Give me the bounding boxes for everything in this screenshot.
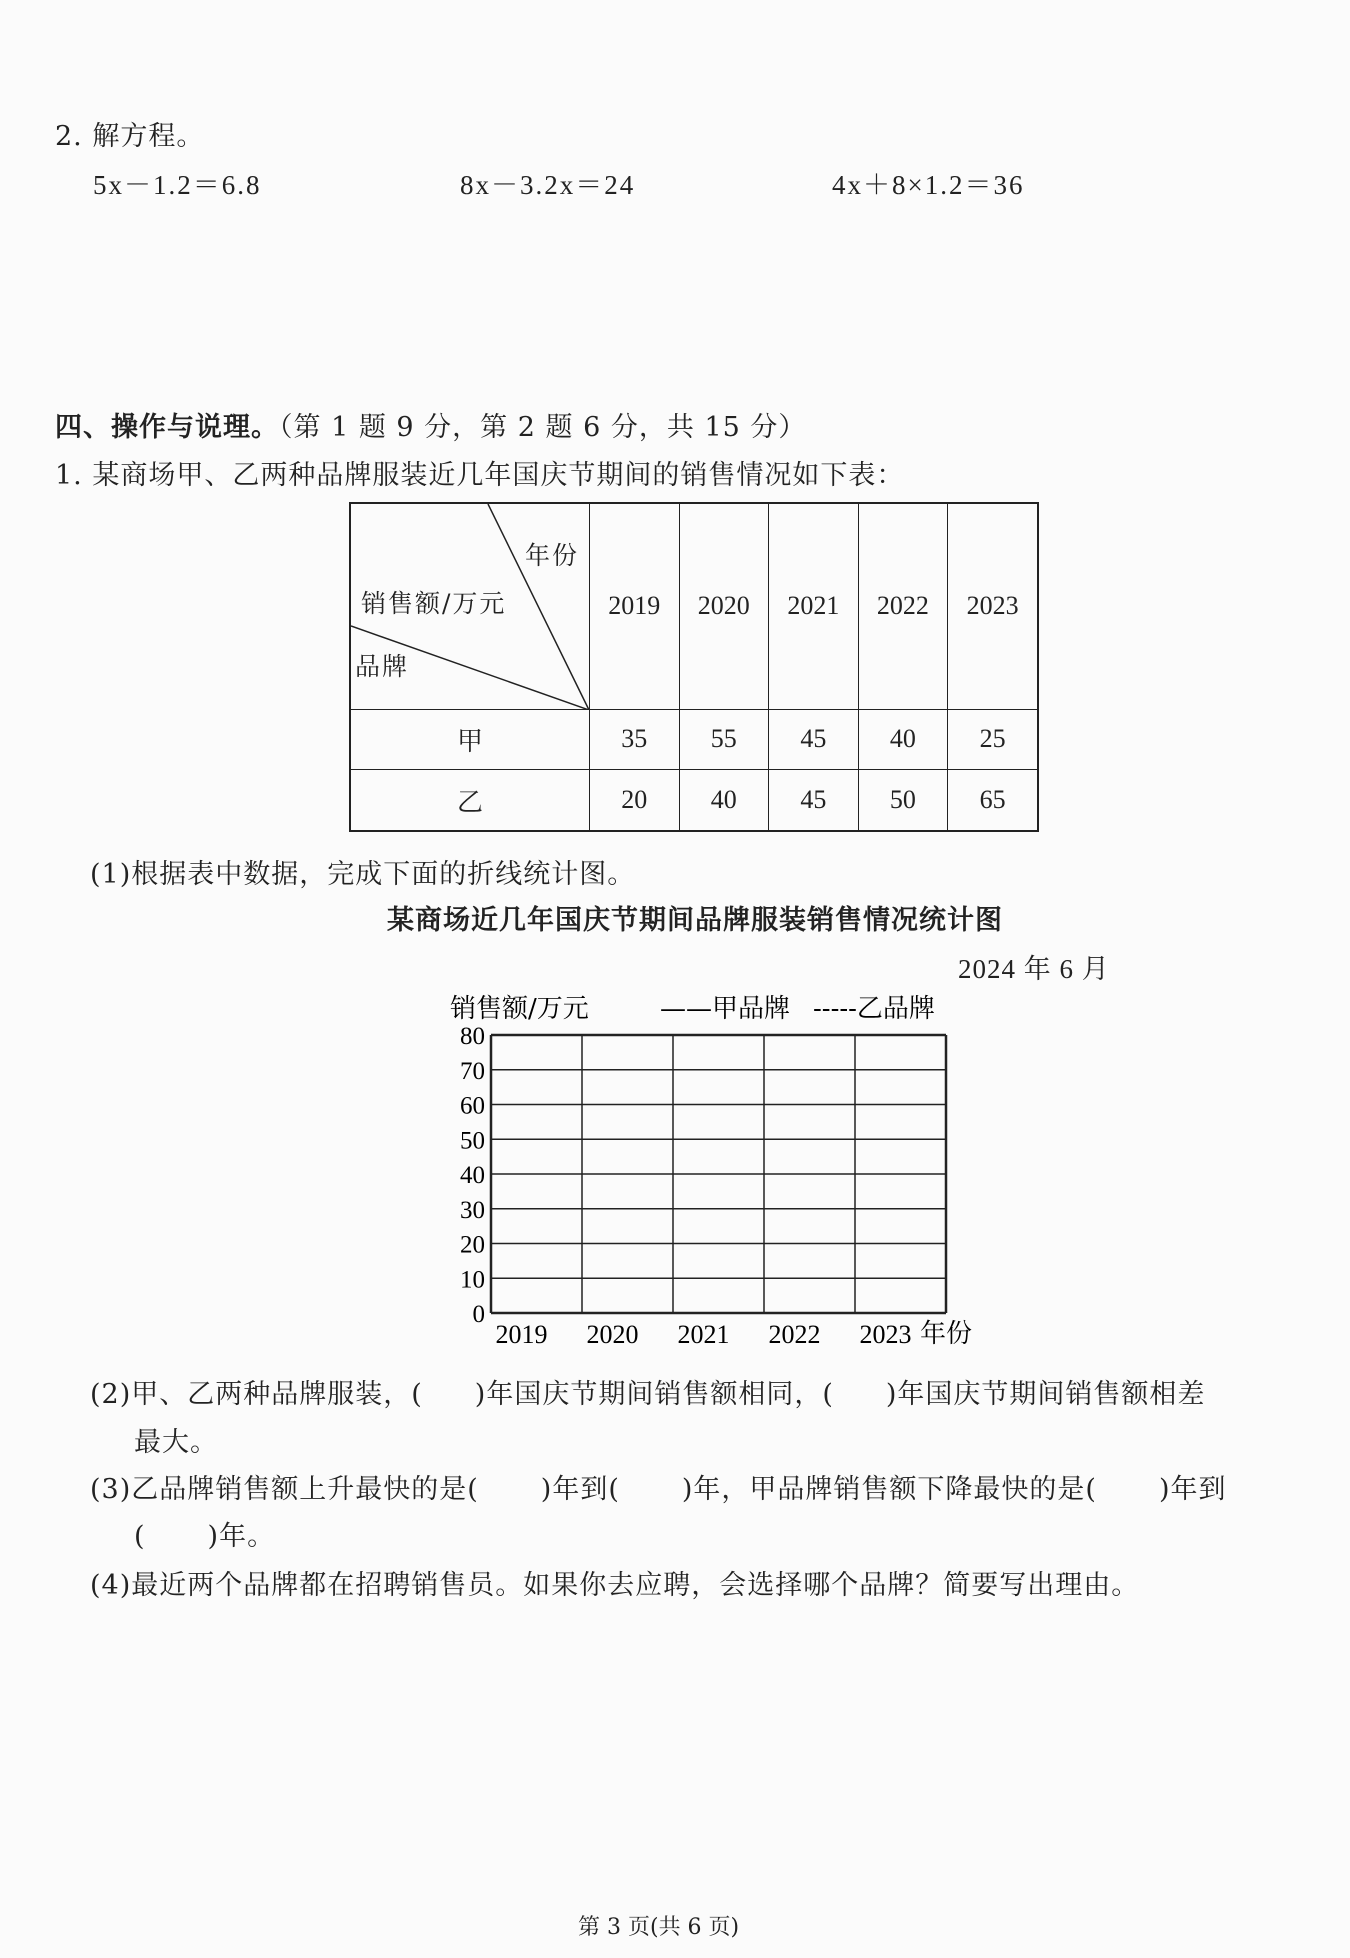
year-header: 2019 — [590, 503, 680, 709]
value-cell: 25 — [948, 709, 1038, 770]
value-cell: 35 — [590, 709, 680, 770]
y-tick-label: 50 — [460, 1127, 485, 1155]
corner-label-brand: 品牌 — [355, 652, 410, 681]
section-heading-title: 四、操作与说理。 — [55, 412, 279, 443]
equation-3: 4x＋8×1.2＝36 — [832, 170, 1025, 200]
section-points: （第 1 题 9 分，第 2 题 6 分，共 15 分） — [279, 412, 807, 443]
question-1-part-1: (1)根据表中数据，完成下面的折线统计图。 — [90, 859, 636, 890]
page-number: 第 3 页(共 6 页) — [578, 1915, 740, 1940]
year-header: 2021 — [769, 503, 859, 709]
x-tick-label: 2021 — [677, 1320, 730, 1349]
y-tick-label: 10 — [460, 1266, 485, 1294]
equations-title: 2. 解方程。 — [55, 121, 205, 152]
value-cell: 65 — [948, 770, 1038, 831]
x-tick-label: 2022 — [768, 1320, 821, 1349]
x-tick-label: 2019 — [495, 1320, 548, 1349]
y-tick-label: 80 — [460, 1023, 485, 1050]
brand-cell: 乙 — [350, 770, 590, 831]
chart-ylabel: 销售额/万元 — [450, 994, 589, 1024]
value-cell: 55 — [679, 709, 769, 770]
part-3-text-d: )年到 — [1158, 1474, 1227, 1505]
question-1-part-4: (4)最近两个品牌都在招聘销售员。如果你去应聘，会选择哪个品牌？简要写出理由。 — [90, 1570, 1140, 1601]
value-cell: 50 — [858, 770, 948, 831]
part-3-text-e: ( — [134, 1521, 146, 1552]
table-row — [350, 770, 1038, 831]
table-header-row — [350, 503, 1038, 709]
x-tick-label: 2023 — [859, 1320, 912, 1349]
value-cell: 45 — [769, 709, 859, 770]
x-tick-label: 2020 — [586, 1320, 639, 1349]
y-tick-label: 40 — [460, 1162, 485, 1189]
part-2-text-a: (2)甲、乙两种品牌服装，( — [90, 1379, 423, 1410]
year-header: 2020 — [679, 503, 769, 709]
equation-2: 8x－3.2x＝24 — [460, 170, 636, 200]
chart-title: 某商场近几年国庆节期间品牌服装销售情况统计图 — [387, 905, 1003, 936]
y-tick-label: 60 — [460, 1092, 485, 1120]
year-header: 2023 — [948, 503, 1038, 709]
y-tick-label: 0 — [472, 1301, 485, 1328]
legend-jia: ——甲品牌 — [660, 994, 791, 1024]
value-cell: 45 — [769, 770, 859, 831]
value-cell: 20 — [590, 770, 680, 831]
sales-table — [349, 502, 1039, 832]
part-3-text-f: )年。 — [207, 1521, 276, 1552]
question-1-intro: 1. 某商场甲、乙两种品牌服装近几年国庆节期间的销售情况如下表： — [55, 460, 905, 491]
y-tick-label: 30 — [460, 1196, 485, 1224]
question-1-part-2-cont: 最大。 — [134, 1427, 218, 1458]
value-cell: 40 — [679, 770, 769, 831]
question-1-part-3-cont — [134, 1514, 275, 1553]
part-2-text-c: )年国庆节期间销售额相差 — [885, 1379, 1206, 1410]
year-header: 2022 — [858, 503, 948, 709]
question-1-part-3 — [90, 1467, 1226, 1506]
table-row — [350, 709, 1038, 770]
chart-date: 2024 年 6 月 — [958, 954, 1110, 984]
brand-cell: 甲 — [350, 709, 590, 770]
y-tick-label: 70 — [460, 1057, 485, 1085]
line-chart — [420, 985, 1000, 1355]
part-2-text-b: )年国庆节期间销售额相同，( — [474, 1379, 834, 1410]
corner-label-sales: 销售额/万元 — [361, 589, 507, 618]
corner-label-year: 年份 — [525, 541, 580, 570]
part-3-text-b: )年到( — [540, 1474, 620, 1505]
y-tick-label: 20 — [460, 1231, 485, 1259]
equation-1: 5x－1.2＝6.8 — [93, 170, 262, 200]
part-3-text-c: )年，甲品牌销售额下降最快的是( — [681, 1474, 1097, 1505]
legend-yi: -----乙品牌 — [813, 994, 935, 1024]
table-corner-cell — [350, 503, 590, 709]
section-heading — [55, 405, 806, 444]
value-cell: 40 — [858, 709, 948, 770]
chart-xlabel: 年份 — [920, 1319, 973, 1349]
part-3-text-a: (3)乙品牌销售额上升最快的是( — [90, 1474, 479, 1505]
question-1-part-2 — [90, 1372, 1205, 1411]
